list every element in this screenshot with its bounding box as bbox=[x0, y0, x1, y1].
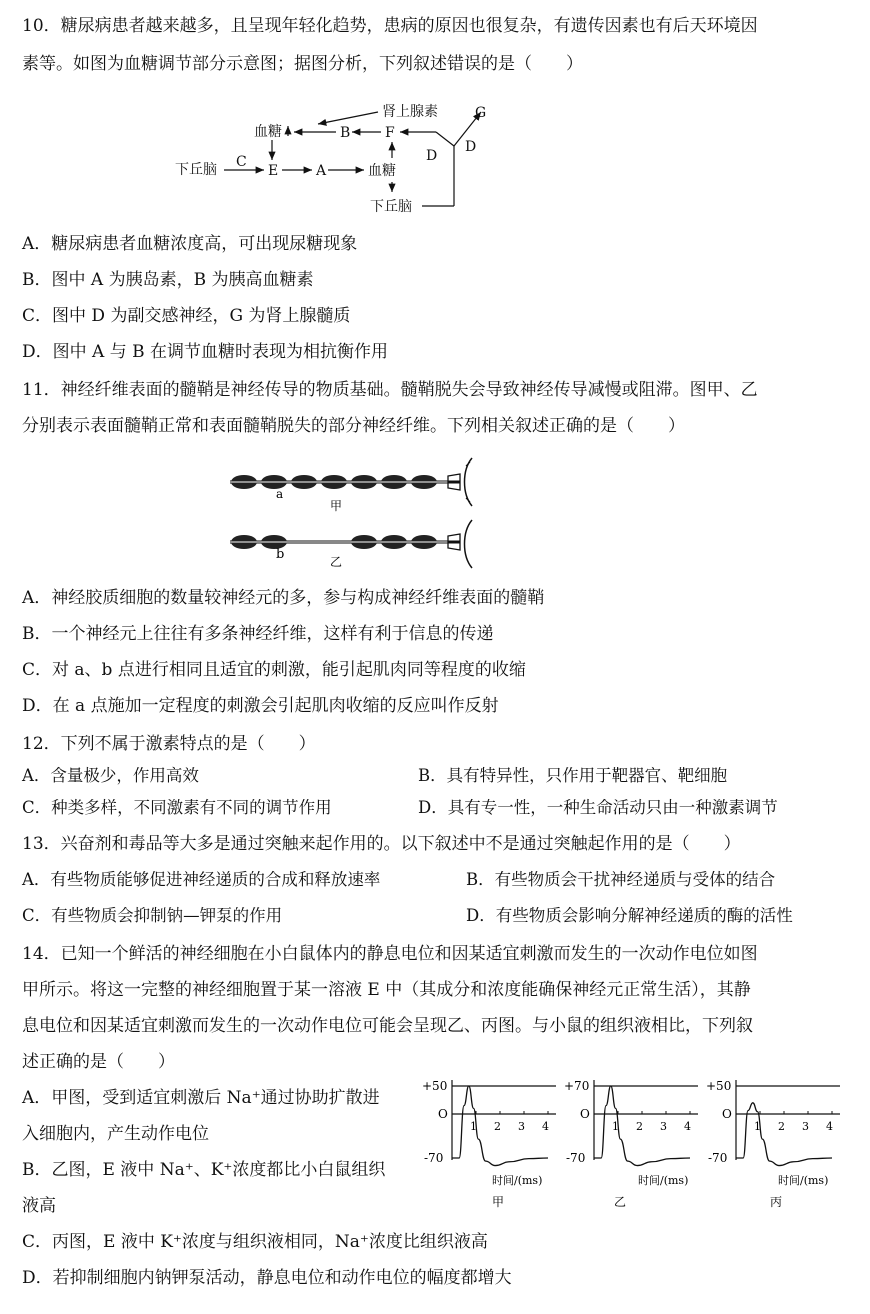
jia-ymin-label: -70 bbox=[424, 1151, 444, 1165]
label-yi: 乙 bbox=[330, 555, 343, 569]
q14-option-a-line2: 入细胞内，产生动作电位 bbox=[22, 1124, 209, 1144]
yi-name: 乙 bbox=[614, 1195, 627, 1209]
q12-option-d: D．具有专一性，一种生命活动只由一种激素调节 bbox=[418, 798, 778, 817]
bing-xtick-4: 4 bbox=[826, 1120, 833, 1133]
q10-stem-line2: 素等。如图为血糖调节部分示意图；据图分析，下列叙述错误的是（ ） bbox=[22, 54, 583, 74]
diagram-node-xiaqiunao1: 下丘脑 bbox=[175, 162, 217, 178]
fiber-jia bbox=[230, 458, 472, 513]
q11-option-c: C．对 a、b 点进行相同且适宜的刺激，能引起肌肉同等程度的收缩 bbox=[22, 660, 526, 680]
jia-xtick-1: 1 bbox=[470, 1120, 477, 1133]
diagram-node-shenshang: 肾上腺素 bbox=[382, 104, 438, 120]
jia-xtick-3: 3 bbox=[518, 1120, 525, 1133]
label-a: a bbox=[276, 487, 284, 501]
q10-stem-line1: 10．糖尿病患者越来越多，且呈现年轻化趋势，患病的原因也很复杂，有遗传因素也有后天环境因 bbox=[22, 16, 758, 36]
q11-nerve-fiber-figure bbox=[226, 452, 506, 572]
diagram-node-xiaqiunao2: 下丘脑 bbox=[370, 199, 412, 215]
diagram-node-F: F bbox=[385, 125, 395, 141]
q12-stem: 12．下列不属于激素特点的是（ ） bbox=[22, 734, 316, 754]
graph-yi bbox=[564, 1079, 698, 1209]
diagram-node-E: E bbox=[268, 163, 279, 179]
jia-ymax-label: +50 bbox=[422, 1079, 448, 1093]
yi-xtick-3: 3 bbox=[660, 1120, 667, 1133]
jia-xtick-2: 2 bbox=[494, 1120, 501, 1133]
fiber-yi bbox=[230, 520, 472, 569]
q13-option-d: D．有些物质会影响分解神经递质的酶的活性 bbox=[466, 906, 793, 925]
bing-ymax-label: +50 bbox=[706, 1079, 732, 1093]
bing-xlabel: 时间/(ms) bbox=[778, 1174, 829, 1187]
q11-option-a: A．神经胶质细胞的数量较神经元的多，参与构成神经纤维表面的髓鞘 bbox=[22, 588, 545, 608]
bing-name: 丙 bbox=[770, 1195, 783, 1209]
q13-option-a: A．有些物质能够促进神经递质的合成和释放速率 bbox=[22, 870, 381, 889]
bing-ymin-label: -70 bbox=[708, 1151, 728, 1165]
q14-option-b-line1: B．乙图，E 液中 Na⁺、K⁺浓度都比小白鼠组织 bbox=[22, 1160, 386, 1180]
yi-ymax-label: +70 bbox=[564, 1079, 590, 1093]
q14-stem-line3: 息电位和因某适宜刺激而发生的一次动作电位可能会呈现乙、丙图。与小鼠的组织液相比，下列叙 bbox=[22, 1016, 753, 1036]
q10-blood-sugar-diagram bbox=[170, 98, 690, 218]
q14-stem-line4: 述正确的是（ ） bbox=[22, 1052, 175, 1072]
yi-xlabel: 时间/(ms) bbox=[638, 1174, 689, 1187]
label-jia: 甲 bbox=[330, 499, 343, 513]
yi-ymin-label: -70 bbox=[566, 1151, 586, 1165]
label-b: b bbox=[276, 547, 285, 562]
diagram-node-xuetang1: 血糖 bbox=[254, 124, 282, 140]
diagram-node-C: C bbox=[236, 154, 247, 170]
q11-option-b: B．一个神经元上往往有多条神经纤维，这样有利于信息的传递 bbox=[22, 624, 494, 644]
bing-xtick-1: 1 bbox=[754, 1120, 761, 1133]
q12-option-a: A．含量极少，作用高效 bbox=[22, 766, 199, 785]
q10-option-c: C．图中 D 为副交感神经，G 为肾上腺髓质 bbox=[22, 306, 351, 326]
graph-bing bbox=[706, 1079, 840, 1209]
graph-jia bbox=[422, 1079, 556, 1209]
diagram-node-G: G bbox=[475, 105, 487, 121]
q12-option-c: C．种类多样，不同激素有不同的调节作用 bbox=[22, 798, 332, 817]
bing-zero-label: O bbox=[722, 1107, 732, 1121]
bing-xtick-3: 3 bbox=[802, 1120, 809, 1133]
diagram-node-D2: D bbox=[465, 139, 477, 155]
q14-option-d: D．若抑制细胞内钠钾泵活动，静息电位和动作电位的幅度都增大 bbox=[22, 1268, 512, 1288]
q10-option-a: A．糖尿病患者血糖浓度高，可出现尿糖现象 bbox=[22, 234, 358, 254]
yi-xtick-1: 1 bbox=[612, 1120, 619, 1133]
diagram-node-A: A bbox=[316, 163, 327, 179]
diagram-node-xuetang2: 血糖 bbox=[368, 163, 396, 179]
q14-potential-graphs bbox=[420, 1066, 860, 1216]
q14-option-b-line2: 液高 bbox=[22, 1196, 56, 1216]
q13-option-b: B．有些物质会干扰神经递质与受体的结合 bbox=[466, 870, 776, 889]
q10-option-b: B．图中 A 为胰岛素，B 为胰高血糖素 bbox=[22, 270, 314, 290]
yi-zero-label: O bbox=[580, 1107, 590, 1121]
diagram-node-B: B bbox=[340, 125, 351, 141]
q11-option-d: D．在 a 点施加一定程度的刺激会引起肌肉收缩的反应叫作反射 bbox=[22, 696, 499, 716]
jia-name: 甲 bbox=[492, 1195, 505, 1209]
yi-xtick-2: 2 bbox=[636, 1120, 643, 1133]
q11-stem-line1: 11．神经纤维表面的髓鞘是神经传导的物质基础。髓鞘脱失会导致神经传导减慢或阻滞。图甲、乙 bbox=[22, 380, 758, 400]
jia-xlabel: 时间/(ms) bbox=[492, 1174, 543, 1187]
bing-xtick-2: 2 bbox=[778, 1120, 785, 1133]
q14-option-a-line1: A．甲图，受到适宜刺激后 Na⁺通过协助扩散进 bbox=[22, 1088, 380, 1108]
q12-option-b: B．具有特异性，只作用于靶器官、靶细胞 bbox=[418, 766, 728, 785]
jia-zero-label: O bbox=[438, 1107, 448, 1121]
q14-option-c: C．丙图，E 液中 K⁺浓度与组织液相同，Na⁺浓度比组织液高 bbox=[22, 1232, 488, 1252]
q14-stem-line1: 14．已知一个鲜活的神经细胞在小白鼠体内的静息电位和因某适宜刺激而发生的一次动作电位如图 bbox=[22, 944, 758, 964]
q11-stem-line2: 分别表示表面髓鞘正常和表面髓鞘脱失的部分神经纤维。下列相关叙述正确的是（ ） bbox=[22, 416, 685, 436]
yi-xtick-4: 4 bbox=[684, 1120, 691, 1133]
q13-stem: 13．兴奋剂和毒品等大多是通过突触来起作用的。以下叙述中不是通过突触起作用的是（ ） bbox=[22, 834, 741, 854]
q13-option-c: C．有些物质会抑制钠—钾泵的作用 bbox=[22, 906, 283, 925]
q14-stem-line2: 甲所示。将这一完整的神经细胞置于某一溶液 E 中（其成分和浓度能确保神经元正常生活），其静 bbox=[22, 980, 751, 1000]
q10-option-d: D．图中 A 与 B 在调节血糖时表现为相抗衡作用 bbox=[22, 342, 389, 362]
jia-xtick-4: 4 bbox=[542, 1120, 549, 1133]
diagram-node-D1: D bbox=[426, 148, 438, 164]
